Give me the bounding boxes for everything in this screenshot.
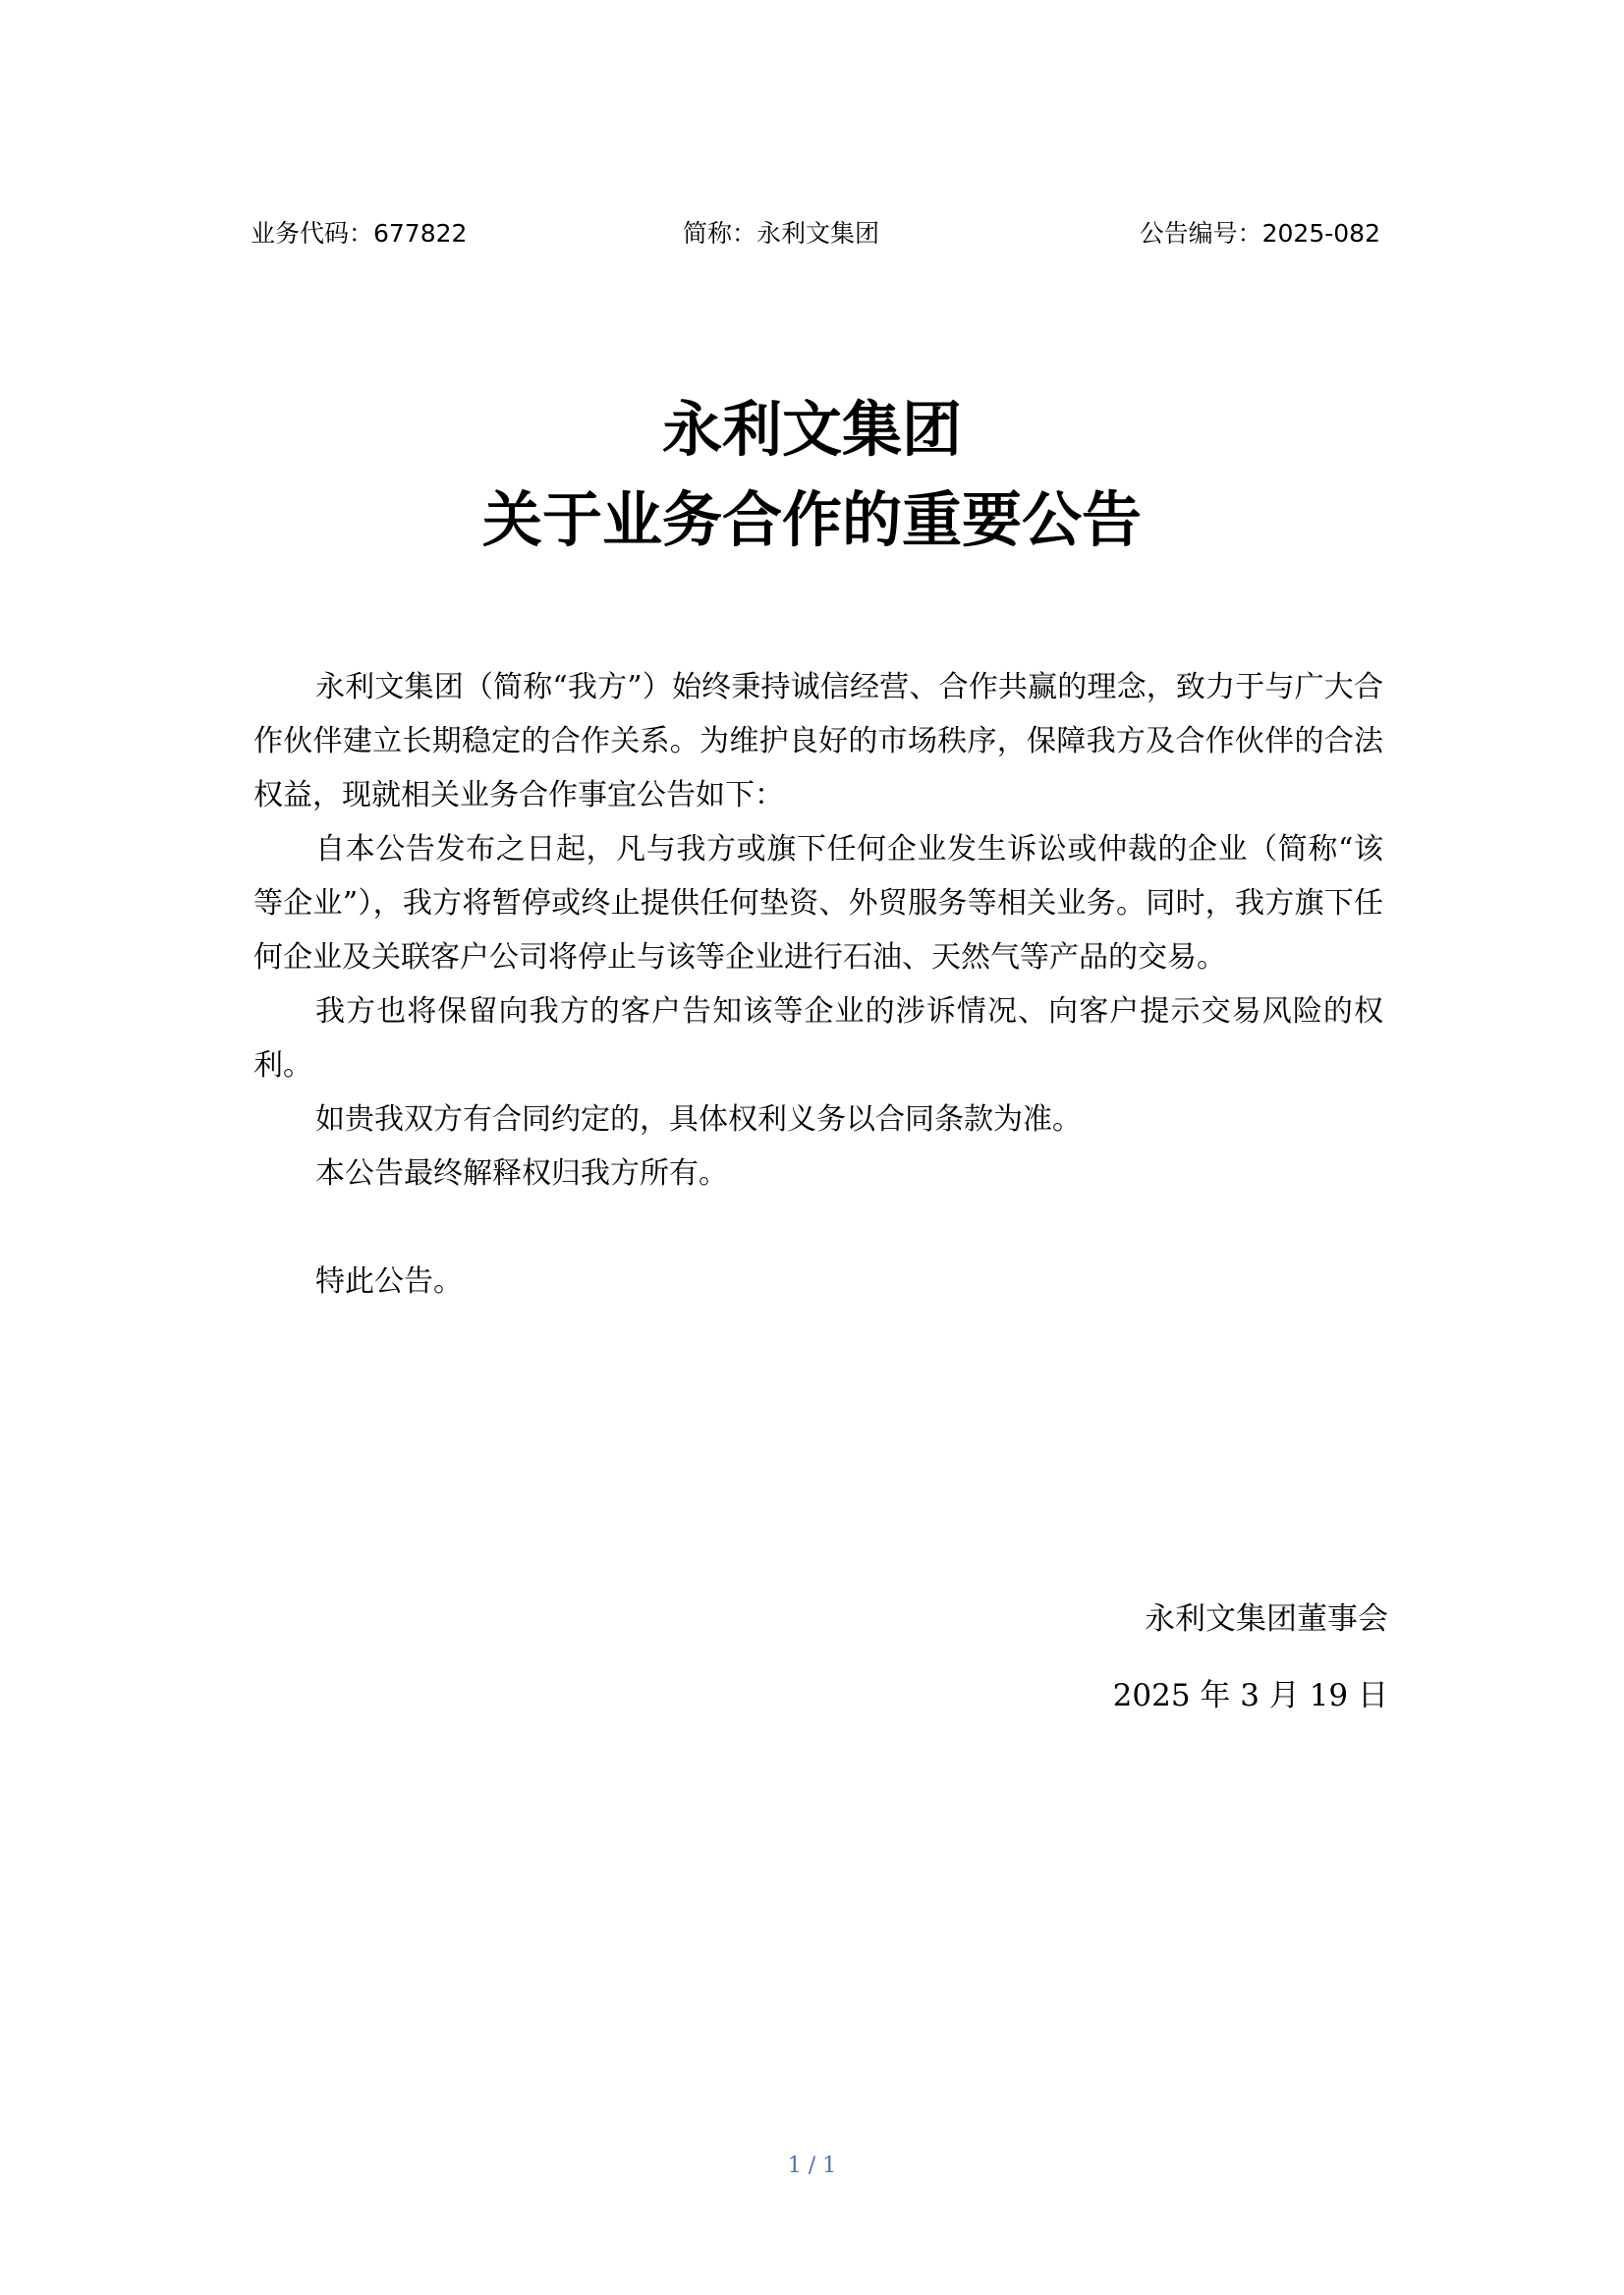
paragraph-spacer xyxy=(253,1201,1383,1255)
company-short-name: 简称：永利文集团 xyxy=(683,219,880,248)
body-paragraph: 本公告最终解释权归我方所有。 xyxy=(315,1156,728,1191)
body-paragraph: 永利文集团（简称“我方”）始终秉持诚信经营、合作共赢的理念，致力于与广大合作伙伴建立长期稳定的合作关系。为维护良好的市场秩序，保障我方及合作伙伴的合法权益，现就相关业务合作事宜公告如下： xyxy=(253,670,1383,812)
body-paragraph: 我方也将保留向我方的客户告知该等企业的涉诉情况、向客户提示交易风险的权利。 xyxy=(253,994,1383,1083)
body-paragraph: 如贵我双方有合同约定的，具体权利义务以合同条款为准。 xyxy=(315,1102,1082,1137)
document-header xyxy=(251,214,1380,253)
signature-issuer: 永利文集团董事会 xyxy=(1145,1601,1388,1637)
business-code: 业务代码：677822 xyxy=(251,219,468,248)
announcement-number: 公告编号：2025-082 xyxy=(1139,219,1380,248)
body-paragraph: 自本公告发布之日起，凡与我方或旗下任何企业发生诉讼或仲裁的企业（简称“该等企业”），我方将暂停或终止提供任何垫资、外贸服务等相关业务。同时，我方旗下任何企业及关联客户公司将停止与该等企业进行石油、天然气等产品的交易。 xyxy=(253,832,1383,975)
signature-date: 2025 年 3 月 19 日 xyxy=(1112,1678,1388,1713)
document-body xyxy=(253,660,1383,1309)
page-indicator: 1 / 1 xyxy=(787,2154,837,2178)
document-title-company: 永利文集团 xyxy=(661,395,962,465)
closing-statement: 特此公告。 xyxy=(315,1264,463,1299)
document-title-subject: 关于业务合作的重要公告 xyxy=(481,485,1142,555)
